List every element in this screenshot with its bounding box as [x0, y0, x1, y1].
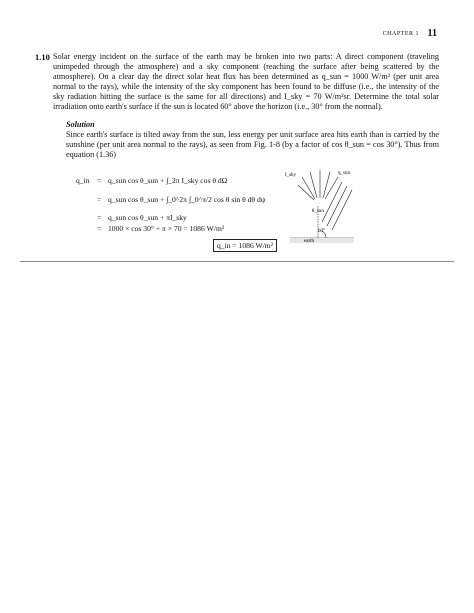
page-number: 11 — [427, 28, 437, 39]
label-isky: I_sky — [285, 173, 297, 178]
label-earth: earth — [304, 239, 314, 244]
label-theta-sun: θ_sun — [312, 209, 324, 214]
earth-ground — [290, 238, 354, 243]
solution-heading: Solution — [66, 120, 95, 129]
equals-sign-4: = — [97, 224, 102, 233]
equation-lhs: q_in — [76, 176, 90, 185]
equation-line-4: 1000 × cos 30° + π × 70 = 1086 W/m² — [108, 224, 225, 233]
equation-line-1: q_sun cos θ_sun + ∫_2π I_sky cos θ dΩ — [108, 176, 228, 185]
chapter-header: CHAPTER 1 — [382, 31, 419, 37]
radiation-figure — [280, 160, 360, 250]
equals-sign-2: = — [97, 195, 102, 204]
solution-text: Since earth's surface is tilted away from the sun, less energy per unit surface area hits earth than is carried by the sunshine (per unit area normal to the rays), as seen from Fig. 1-8 (by a factor of cos θ_sun = cos 30°). Thus from equation (1.36) — [66, 130, 439, 160]
label-qsun: q_sun — [338, 171, 350, 176]
section-divider — [20, 261, 454, 262]
problem-statement: Solar energy incident on the surface of the earth may be broken into two parts: A direct component (traveling unimpeded through the atmosphere) and a sky component (reaching the surface after being scattered by the atmosphere). On a clear day the direct solar heat flux has been determined as q_sun = 1000 W/m² (per unit area normal to the rays), while the intensity of the sky component has been found to be diffuse (i.e., the intensity of the sky radiation hitting the surface is the same for all directions) and I_sky = 70 W/m²sr. Determine the total solar irradiation onto earth's surface if the sun is located 60° above the horizon (i.e., 30° from the normal). — [53, 52, 439, 112]
boxed-result: q_in = 1086 W/m² — [213, 239, 277, 252]
equation-line-2: q_sun cos θ_sun + ∫_0^2π ∫_0^π/2 cos θ sin θ dθ dψ — [108, 195, 266, 204]
equals-sign-3: = — [97, 213, 102, 222]
equation-line-3: q_sun cos θ_sun + πI_sky — [108, 213, 187, 222]
equals-sign-1: = — [97, 176, 102, 185]
label-60-degrees: 60° — [318, 229, 325, 234]
problem-number: 1.10 — [35, 52, 50, 62]
